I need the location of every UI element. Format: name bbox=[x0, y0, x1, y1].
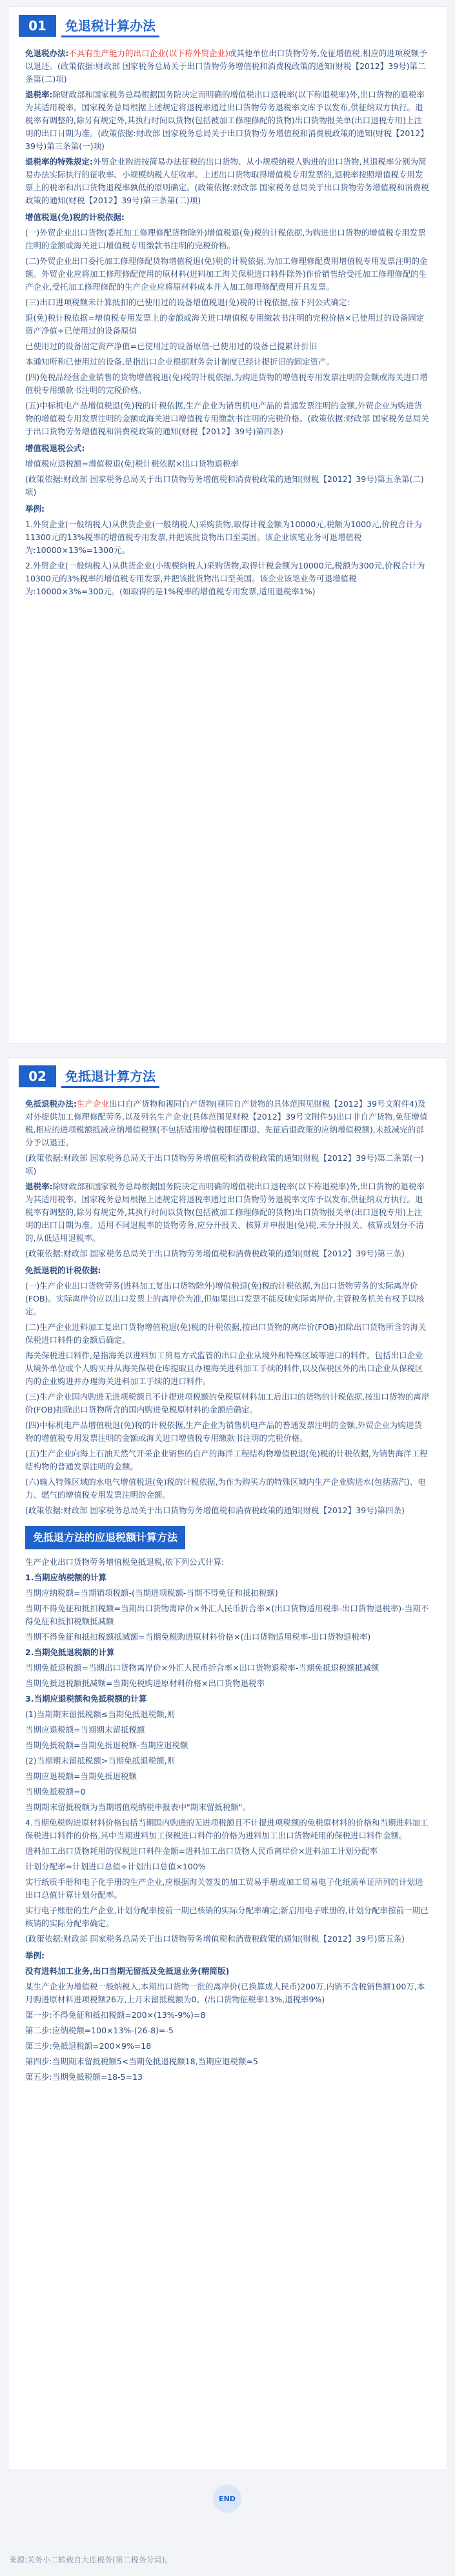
s2-example-step3: 第三步:免抵退税额=200×9%=18 bbox=[25, 2041, 152, 2051]
s1-example-1: 1.外贸企业(一般纳税人)从供货企业(一般纳税人)采购货物,取得计税金额为10000元,税额为1000元,价税合计为11300元的13%税率的增值税专用发票,并把该批货物出口至美国。该企业该笔业务可退增值税为:10000×13%=1300元。 bbox=[25, 519, 422, 555]
s2-example-step2: 第二步:应纳税额=100×13%-(26-8)=-5 bbox=[25, 2026, 174, 2035]
s2-c3-3: 当期免抵税额=当期免抵退税额-当期应退税额 bbox=[25, 1740, 188, 1750]
s1-example-2: 2.外贸企业(一般纳税人)从供货企业(小规模纳税人)采购货物,取得计税金额为10000元,税额为300元,价税合计为10300元的3%税率的增值税专用发票,并把该批货物出口至美国。该企业该笔业务可退增值税为:10000×3%=300元。(如取得的是1%税率的增值税专用发票,适用退税率1%) bbox=[25, 561, 425, 596]
section-2-number: 02 bbox=[19, 1065, 56, 1087]
s1-p2: 退税率:除财政部和国家税务总局根据国务院决定而明确的增值税出口退税率(以下称退税率)外,出口货物的退税率为其适用税率。国家税务总局根据上述规定将退税率通过出口货物劳务退税率文库予以发布,供征纳双方执行。退税率有调整的,除另有规定外,其执行时间以货物(包括被加工修理修配的货物)出口货物报关单(出口退税专用)上注明的出口日期为准。(政策依据:财政部 国家税务总局关于出口货物劳务增值税和消费税政策的通知(财税【2012】39号)第三条第(一)项) bbox=[25, 90, 429, 151]
s2-f2: (二)生产企业进料加工复出口货物增值税退(免)税的计税依据,按出口货物的离岸价(FOB)扣除出口货物所含的海关保税进口料件的金额后确定。 bbox=[25, 1322, 427, 1345]
s1-f1: (一)外贸企业出口货物(委托加工修理修配货物除外)增值税退(免)税的计税依据,为购进出口货物的增值税专用发票注明的金额或海关进口增值税专用缴款书注明的完税价格。 bbox=[25, 228, 426, 250]
s2-example-step4: 第四步:当期期末留抵税额5<当期免抵退税额18,当期应退税额=5 bbox=[25, 2057, 258, 2066]
s1-example-heading: 举例: bbox=[25, 504, 45, 514]
s2-p2: 退税率:除财政部和国家税务总局根据国务院决定而明确的增值税出口退税率(以下称退税率)外,出口货物的退税率为其适用税率。国家税务总局根据上述规定将退税率通过出口货物劳务退税率文库予以发布,供征纳双方执行。退税率有调整的,除另有规定外,其执行时间以货物(包括被加工修理修配的货物)出口货物报关单(出口退税专用)上注明的出口日期为准。适用不同退税率的货物劳务,应分开报关、核算并申报退(免)税,未分开报关、核算或划分不清的,从低适用退税率。 bbox=[25, 1182, 425, 1243]
s1-p1: 免退税办法:不具有生产能力的出口企业(以下称外贸企业)或其他单位出口货物劳务,免征增值税,相应的进项税额予以退还。(政策依据:财政部 国家税务总局关于出口货物劳务增值税和消费税政策的通知(财税【2012】39号)第二条第(二)项) bbox=[25, 48, 427, 84]
s1-calc-heading: 增值税退税公式: bbox=[25, 443, 85, 453]
s2-c3-5: 当期应退税额=当期免抵退税额 bbox=[25, 1771, 137, 1781]
s2-c4-basis: (政策依据:财政部 国家税务总局关于出口货物劳务增值税和消费税政策的通知(财税【2012】39号)第五条) bbox=[25, 1934, 405, 1944]
section-1-card bbox=[8, 6, 447, 1044]
s1-f5: (五)中标机电产品增值税退(免)税的计税依据,生产企业为销售机电产品的普通发票注明的金额,外贸企业为购进货物的增值税专用发票注明的金额或海关进口增值税专用缴款书注明的完税价格。(政策依据:财政部 国家税务总局关于出口货物劳务增值税和消费税政策的通知(财税【2012】39号)第四条) bbox=[25, 401, 429, 436]
s2-p1: 免抵退税办法:生产企业出口自产货物和视同自产货物(视同自产货物的具体范围见财税【2012】39号文附件4)及对外提供加工修理修配劳务,以及列名生产企业(具体范围见财税【2012】39号文附件5)出口非自产货物,免征增值税,相应的进项税额抵减应纳增值税额(不包括适用增值税即征即退、先征后退政策的应纳增值税额),未抵减完的部分予以退还。 bbox=[25, 1099, 428, 1147]
s2-c2-2: 当期免抵退税额抵减额=当期免税购进原材料价格×出口货物退税率 bbox=[25, 1678, 265, 1688]
s2-intro: 生产企业出口货物劳务增值税免抵退税,依下列公式计算: bbox=[25, 1557, 225, 1567]
s2-c4-2: 计划分配率=计划进口总值÷计划出口总值×100% bbox=[25, 1862, 206, 1871]
s2-c3-1: (1)当期期末留抵税额≤当期免抵退税额,则 bbox=[25, 1709, 176, 1719]
s2-c4-1: 进料加工出口货物耗用的保税进口料件金额=进料加工出口货物人民币离岸价×进料加工计划分配率 bbox=[25, 1846, 378, 1856]
s1-f2: (二)外贸企业出口委托加工修理修配货物增值税退(免)税的计税依据,为加工修理修配费用增值税专用发票注明的金额。外贸企业应将加工修理修配使用的原材料(进料加工海关保税进口料件除外)作价销售给受托加工修理修配的生产企业,受托加工修理修配的生产企业应将原材料成本并入加工修理修配费用开具发票。 bbox=[25, 256, 428, 292]
section-1-title: 免退税计算办法 bbox=[61, 14, 159, 37]
s2-c3-4: (2)当期期末留抵税额>当期免抵退税额,则 bbox=[25, 1756, 176, 1766]
s1-f3: (三)出口进项税额未计算抵扣的已使用过的设备增值税退(免)税的计税依据,按下列公式确定: bbox=[25, 297, 350, 307]
s2-p1-basis: (政策依据:财政部 国家税务总局关于出口货物劳务增值税和消费税政策的通知(财税【2012】39号)第二条第(一)项) bbox=[25, 1153, 424, 1176]
section-2-content bbox=[25, 1098, 430, 2086]
s2-example-step5: 第五步:当期免抵税额=18-5=13 bbox=[25, 2072, 143, 2082]
s2-basis-heading: 免抵退税的计税依据: bbox=[25, 1265, 101, 1275]
section-1-number: 01 bbox=[19, 15, 56, 37]
s1-basis-heading: 增值税退(免)税的计税依据: bbox=[25, 212, 125, 222]
s2-f6: (六)输入特殊区域的水电气增值税退(免)税的计税依据,为作为购买方的特殊区域内生产企业购进水(包括蒸汽)、电力、燃气的增值税专用发票注明的金额。 bbox=[25, 1477, 426, 1500]
s2-example-1: 某生产企业为增值税一般纳税人,本期出口货物一批的离岸价(已换算成人民币)200万,内销不含税销售额100万,本月购进原材料进项税额26万,上月末留抵税额为0。(出口货物征税率13%,退税率9%) bbox=[25, 1982, 425, 2004]
section-2-card bbox=[8, 1057, 447, 2470]
s2-example-title: 没有进料加工业务,出口当期无留抵及免抵退业务(精简版) bbox=[25, 1966, 230, 1976]
s2-c4-3: 实行纸质手册和电子化手册的生产企业,应根据海关签发的加工贸易手册或加工贸易电子化纸质单证所列的计划进出口总值计算计划分配率。 bbox=[25, 1877, 423, 1900]
s2-p2-basis: (政策依据:财政部 国家税务总局关于出口货物劳务增值税和消费税政策的通知(财税【2012】39号)第三条) bbox=[25, 1249, 405, 1258]
s2-c3-2: 当期应退税额=当期期末留抵税额 bbox=[25, 1725, 145, 1735]
s1-calc1: 增值税应退税额=增值税退(免)税计税依据×出口货物退税率 bbox=[25, 459, 239, 468]
s2-c4-heading: 4.当期免税购进原材料价格包括当期国内购进的无进项税额且不计提进项税额的免税原材料的价格和当期进料加工保税进口料件的价格,其中当期进料加工保税进口料件的价格为进料加工出口货物耗用的保税进口料件金额。 bbox=[25, 1818, 429, 1840]
s2-example-step1: 第一步:不得免征和抵扣税额=200×(13%-9%)=8 bbox=[25, 2010, 206, 2020]
calc-method-banner: 免抵退方法的应退税额计算方法 bbox=[25, 1526, 185, 1549]
s2-f6-basis: (政策依据:财政部 国家税务总局关于出口货物劳务增值税和消费税政策的通知(财税【2012】39号)第四条) bbox=[25, 1505, 405, 1515]
s2-f2-note: 海关保税进口料件,是指海关以进料加工贸易方式监管的出口企业从境外和特殊区域等进口的料件。包括出口企业从境外单位或个人购买并从海关保税仓库提取且办理海关进料加工手续的料件,以及保税区外的出口企业从保税区内的企业购进并办理海关进料加工手续的进口料件。 bbox=[25, 1351, 423, 1386]
s1-f3-formula2: 已使用过的设备固定资产净值=已使用过的设备原值-已使用过的设备已提累计折旧 bbox=[25, 341, 318, 351]
s1-f4: (四)免税品经营企业销售的货物增值税退(免)税的计税依据,为购进货物的增值税专用发票注明的金额或海关进口增值税专用缴款书注明的完税价格。 bbox=[25, 372, 428, 395]
s2-c2-heading: 2.当期免抵退税额的计算 bbox=[25, 1647, 115, 1657]
s1-f3-note: 本通知所称已使用过的设备,是指出口企业根据财务会计制度已经计提折旧的固定资产。 bbox=[25, 357, 334, 367]
s2-c2-1: 当期免抵退税额=当期出口货物离岸价×外汇人民币折合率×出口货物退税率-当期免抵退税额抵减额 bbox=[25, 1663, 379, 1673]
section-1-header bbox=[19, 15, 159, 37]
s2-c1-3: 当期不得免征和抵扣税额抵减额=当期免税购进原材料价格×(出口货物适用税率-出口货物退税率) bbox=[25, 1632, 371, 1642]
s2-c4-4: 实行电子账册的生产企业,计划分配率按前一期已核销的实际分配率确定;新启用电子账册的,计划分配率按前一期已核销的实际分配率确定。 bbox=[25, 1906, 429, 1928]
end-badge: END bbox=[213, 2484, 241, 2513]
s2-c3-heading: 3.当期应退税额和免抵税额的计算 bbox=[25, 1694, 147, 1704]
s2-f4: (四)中标机电产品增值税退(免)税的计税依据,生产企业为销售机电产品的普通发票注明的金额,外贸企业为购进货物的增值税专用发票注明的金额或海关进口增值税专用缴款书注明的完税价格。 bbox=[25, 1420, 422, 1443]
s2-f3: (三)生产企业国内购进无进项税额且不计提进项税额的免税原材料加工后出口的货物的计税依据,按出口货物的离岸价(FOB)扣除出口货物所含的国内购进免税原材料的金额后确定。 bbox=[25, 1392, 430, 1414]
s1-p3: 退税率的特殊规定:外贸企业购进按简易办法征税的出口货物、从小规模纳税人购进的出口货物,其退税率分别为简易办法实际执行的征收率、小规模纳税人征收率。上述出口货物取得增值税专用发票的,退税率按照增值税专用发票上的税率和出口货物退税率孰低的原则确定。(政策依据:财政部 国家税务总局关于出口货物劳务增值税和消费税政策的通知(财税【2012】39号)第三条第(二)项) bbox=[25, 157, 429, 205]
s1-f3-formula1: 退(免)税计税依据=增值税专用发票上的金额或海关进口增值税专用缴款书注明的完税价格×已使用过的设备固定资产净值÷已使用过的设备原值 bbox=[25, 313, 425, 336]
s2-c1-2: 当期不得免征和抵扣税额=当期出口货物离岸价×外汇人民币折合率×(出口货物适用税率-出口货物退税率)-当期不得免征和抵扣税额抵减额 bbox=[25, 1604, 429, 1626]
section-2-header bbox=[19, 1065, 159, 1087]
s2-c1-1: 当期应纳税额=当期销项税额-(当期进项税额-当期不得免征和抵扣税额) bbox=[25, 1588, 278, 1598]
s2-c3-6: 当期免抵税额=0 bbox=[25, 1787, 86, 1796]
source-footer: 来源:关务小二转载自大连税务(第二税务分局)。 bbox=[9, 2555, 173, 2564]
section-2-title: 免抵退计算方法 bbox=[61, 1065, 159, 1088]
section-1-content bbox=[25, 47, 430, 601]
s2-c3-7: 当期期末留抵税额为当期增值税纳税申报表中"期末留抵税额"。 bbox=[25, 1802, 251, 1812]
s1-calc-basis: (政策依据:财政部 国家税务总局关于出口货物劳务增值税和消费税政策的通知(财税【2012】39号)第五条第(二)项) bbox=[25, 474, 424, 497]
s2-f1: (一)生产企业出口货物劳务(进料加工复出口货物除外)增值税退(免)税的计税依据,为出口货物劳务的实际离岸价(FOB)。实际离岸价应以出口发票上的离岸价为准,但如果出口发票不能反映实际离岸价,主管税务机关有权予以核定。 bbox=[25, 1281, 425, 1316]
s2-f5: (五)生产企业向海上石油天然气开采企业销售的自产的海洋工程结构物增值税退(免)税的计税依据,为销售海洋工程结构物的普通发票注明的金额。 bbox=[25, 1449, 428, 1471]
s2-example-heading: 举例: bbox=[25, 1951, 45, 1960]
s2-c1-heading: 1.当期应纳税额的计算 bbox=[25, 1573, 106, 1582]
